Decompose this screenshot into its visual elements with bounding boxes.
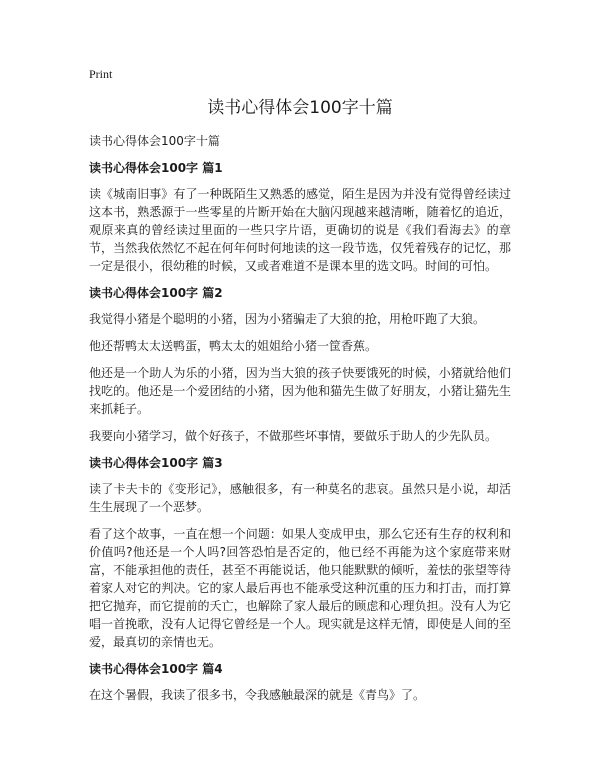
paragraph: 他还帮鸭太太送鸭蛋，鸭太太的姐姐给小猪一筐香蕉。 — [89, 339, 378, 353]
section-3 — [89, 454, 511, 651]
paragraph: 读《城南旧事》有了一种既陌生又熟悉的感觉，陌生是因为并没有觉得曾经读过这本书，熟悉源于一些零星的片断开始在大脑闪现越来越清晰，随着忆的追近，观原来真的曾经读过里面的一些只字片语，更确切的说是《我们看海去》的章节，当然我依然忆不起在何年何时何地读的这一段节选，仅凭着残存的记忆，那一定是很小，很幼稚的时候，又或者难道不是课本里的选文吗。时间的可怕。 — [89, 187, 511, 273]
paragraph: 在这个暑假，我读了很多书，令我感触最深的就是《青鸟》了。 — [89, 688, 426, 702]
section-2 — [89, 284, 511, 445]
document-page — [89, 66, 511, 713]
paragraph: 他还是一个助人为乐的小猪，因为当大狼的孩子快要饿死的时候，小猪就给他们找吃的。他还是一个爱团结的小猪，因为他和猫先生做了好朋友，小猪让猫先生来抓耗子。 — [89, 366, 511, 416]
section-heading: 读书心得体会100字 篇3 — [89, 456, 223, 470]
section-4 — [89, 660, 511, 704]
print-link[interactable]: Print — [89, 67, 113, 81]
page-title: 读书心得体会100字十篇 — [207, 98, 393, 118]
section-heading: 读书心得体会100字 篇2 — [89, 286, 223, 300]
section-1 — [89, 159, 511, 275]
paragraph: 我觉得小猪是个聪明的小猪，因为小猪骗走了大狼的抢，用枪吓跑了大狼。 — [89, 312, 486, 326]
paragraph: 看了这个故事，一直在想一个问题：如果人变成甲虫，那么它还有生存的权利和价值吗?他还是一个人吗?回答恐怕是否定的，他已经不再能为这个家庭带来财富，不能承担他的责任，甚至不再能说话，他只能默默的倾听，羞怯的张望等待着家人对它的判决。它的家人最后再也不能承受这种沉重的压力和打击，而打算把它抛弃，而它提前的夭亡，也解除了家人最后的顾虑和心理负担。没有人为它唱一首挽歌，没有人记得它曾经是一个人。现实就是这样无情，即使是人间的至爱，最真切的亲情也无。 — [89, 527, 511, 649]
paragraph: 我要向小猪学习，做个好孩子，不做那些坏事情，要做乐于助人的少先队员。 — [89, 429, 498, 443]
section-heading: 读书心得体会100字 篇4 — [89, 662, 223, 676]
section-heading: 读书心得体会100字 篇1 — [89, 161, 223, 175]
paragraph: 读了卡夫卡的《变形记》，感触很多，有一种莫名的悲哀。虽然只是小说，却活生生展现了一个恶梦。 — [89, 482, 511, 514]
document-subtitle: 读书心得体会100字十篇 — [89, 134, 220, 148]
